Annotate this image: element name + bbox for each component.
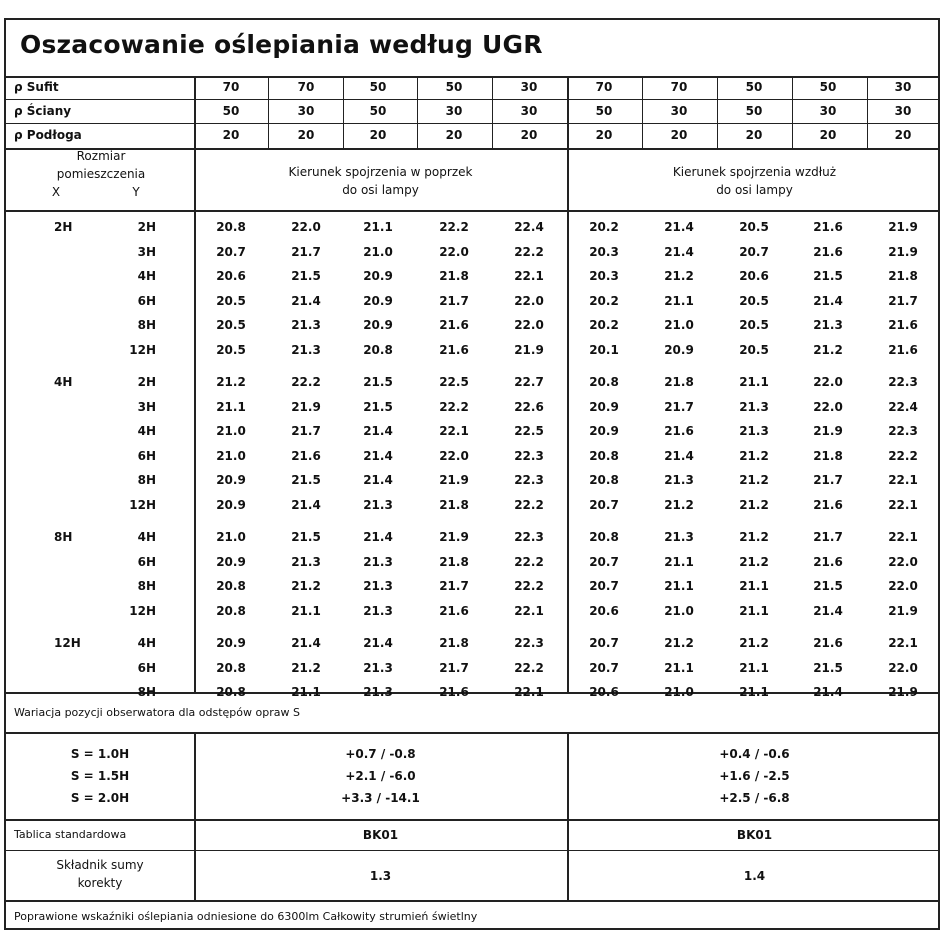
correction-label: Składnik sumy [56, 858, 144, 872]
reflectance-value: 70 [297, 80, 315, 94]
ugr-value-cross: 21.5 [363, 400, 393, 414]
correction-label: korekty [77, 876, 123, 890]
ugr-value-cross: 20.5 [216, 294, 246, 308]
column-rule [194, 148, 196, 692]
reflectance-label: ρ Podłoga [14, 128, 82, 142]
ugr-value-along: 21.1 [664, 661, 694, 675]
ugr-value-along: 20.9 [589, 400, 619, 414]
reflectance-value: 50 [222, 104, 240, 118]
ugr-value-cross: 22.4 [514, 220, 544, 234]
ugr-value-cross: 22.5 [439, 375, 469, 389]
ugr-value-along: 21.4 [664, 449, 694, 463]
ugr-value-along: 22.1 [888, 473, 918, 487]
ugr-value-along: 21.7 [813, 473, 843, 487]
ugr-value-along: 21.9 [888, 685, 918, 699]
ugr-value-cross: 20.9 [363, 269, 393, 283]
view-cross-header: do osi lampy [342, 183, 419, 197]
ugr-value-cross: 22.1 [514, 604, 544, 618]
ugr-value-cross: 22.1 [514, 685, 544, 699]
room-y-value: 3H [137, 400, 156, 414]
ugr-value-cross: 21.0 [216, 424, 246, 438]
table-rule [6, 900, 938, 902]
ugr-value-cross: 21.1 [216, 400, 246, 414]
ugr-value-along: 21.9 [888, 245, 918, 259]
ugr-value-along: 21.6 [664, 424, 694, 438]
ugr-value-along: 20.5 [739, 220, 769, 234]
ugr-value-along: 21.6 [813, 220, 843, 234]
ugr-value-cross: 21.3 [291, 555, 321, 569]
room-y-value: 6H [137, 449, 156, 463]
correction-along: 1.4 [743, 869, 766, 883]
ugr-value-cross: 21.4 [291, 636, 321, 650]
ugr-value-along: 21.2 [739, 498, 769, 512]
spacing-label: S = 1.5H [70, 769, 130, 783]
ugr-value-cross: 21.4 [363, 530, 393, 544]
room-y-value: 4H [137, 424, 156, 438]
reflectance-value: 50 [445, 80, 463, 94]
view-along-header: Kierunek spojrzenia wzdłuż [672, 165, 837, 179]
ugr-value-cross: 21.4 [363, 424, 393, 438]
ugr-value-cross: 21.5 [363, 375, 393, 389]
ugr-value-cross: 21.3 [291, 343, 321, 357]
ugr-value-along: 22.0 [888, 555, 918, 569]
room-y-value: 8H [137, 579, 156, 593]
ugr-value-cross: 20.8 [216, 661, 246, 675]
ugr-value-along: 20.6 [589, 685, 619, 699]
ugr-value-cross: 20.5 [216, 318, 246, 332]
ugr-value-cross: 22.3 [514, 449, 544, 463]
ugr-value-cross: 20.9 [363, 294, 393, 308]
table-rule [6, 123, 938, 124]
room-x-value: 8H [54, 530, 73, 544]
reflectance-value: 20 [445, 128, 463, 142]
standard-table-cross: BK01 [362, 828, 399, 842]
reflectance-value: 50 [745, 80, 763, 94]
ugr-value-cross: 21.6 [439, 318, 469, 332]
ugr-value-along: 21.1 [739, 661, 769, 675]
ugr-value-along: 21.1 [664, 555, 694, 569]
ugr-table-sheet [4, 18, 940, 930]
ugr-value-along: 22.1 [888, 498, 918, 512]
ugr-value-cross: 21.0 [363, 245, 393, 259]
ugr-value-cross: 22.7 [514, 375, 544, 389]
reflectance-value: 30 [297, 104, 315, 118]
ugr-value-along: 22.3 [888, 424, 918, 438]
ugr-value-cross: 21.1 [291, 685, 321, 699]
ugr-value-cross: 22.0 [514, 318, 544, 332]
ugr-value-cross: 20.9 [216, 636, 246, 650]
ugr-value-cross: 22.2 [514, 555, 544, 569]
ugr-value-cross: 22.3 [514, 530, 544, 544]
ugr-value-along: 21.3 [813, 318, 843, 332]
ugr-value-along: 21.8 [664, 375, 694, 389]
ugr-value-along: 20.2 [589, 294, 619, 308]
ugr-value-cross: 21.0 [216, 449, 246, 463]
ugr-value-cross: 21.1 [363, 220, 393, 234]
ugr-value-cross: 21.1 [291, 604, 321, 618]
room-y-value: 3H [137, 245, 156, 259]
ugr-value-along: 21.3 [664, 530, 694, 544]
ugr-value-cross: 21.7 [439, 579, 469, 593]
ugr-value-along: 21.0 [664, 318, 694, 332]
variation-along: +1.6 / -2.5 [719, 769, 790, 783]
ugr-value-along: 21.5 [813, 661, 843, 675]
ugr-value-cross: 22.6 [514, 400, 544, 414]
ugr-value-cross: 20.8 [216, 685, 246, 699]
ugr-value-along: 21.9 [888, 220, 918, 234]
room-size-header: Rozmiar [76, 149, 126, 163]
ugr-value-cross: 22.2 [291, 375, 321, 389]
ugr-value-cross: 21.0 [216, 530, 246, 544]
ugr-value-cross: 20.9 [363, 318, 393, 332]
ugr-value-along: 21.2 [739, 449, 769, 463]
ugr-value-cross: 21.6 [439, 343, 469, 357]
ugr-value-cross: 21.6 [439, 685, 469, 699]
standard-table-along: BK01 [736, 828, 773, 842]
ugr-value-cross: 22.0 [514, 294, 544, 308]
view-cross-header: Kierunek spojrzenia w poprzek [288, 165, 473, 179]
ugr-value-cross: 20.8 [216, 604, 246, 618]
ugr-value-cross: 20.9 [216, 473, 246, 487]
ugr-value-cross: 20.6 [216, 269, 246, 283]
variation-cross: +3.3 / -14.1 [341, 791, 420, 805]
room-y-value: 8H [137, 473, 156, 487]
room-size-header: pomieszczenia [56, 167, 146, 181]
ugr-value-cross: 21.8 [439, 555, 469, 569]
ugr-value-along: 21.7 [664, 400, 694, 414]
column-rule [567, 76, 569, 148]
ugr-value-along: 20.5 [739, 343, 769, 357]
ugr-value-along: 22.3 [888, 375, 918, 389]
ugr-value-along: 20.5 [739, 318, 769, 332]
room-y-value: 6H [137, 661, 156, 675]
ugr-value-cross: 20.9 [216, 498, 246, 512]
column-rule [268, 76, 269, 148]
ugr-value-along: 20.8 [589, 473, 619, 487]
ugr-value-cross: 21.3 [363, 661, 393, 675]
table-rule [6, 850, 938, 851]
ugr-value-cross: 20.7 [216, 245, 246, 259]
ugr-value-along: 22.0 [813, 375, 843, 389]
ugr-value-cross: 21.4 [363, 473, 393, 487]
ugr-value-along: 21.6 [813, 555, 843, 569]
room-y-value: 6H [137, 294, 156, 308]
room-x-value: 4H [54, 375, 73, 389]
ugr-value-cross: 22.2 [514, 661, 544, 675]
ugr-value-cross: 22.2 [514, 579, 544, 593]
ugr-value-along: 21.4 [813, 604, 843, 618]
room-x-value: 2H [54, 220, 73, 234]
ugr-value-along: 21.1 [739, 604, 769, 618]
variation-along: +2.5 / -6.8 [719, 791, 790, 805]
reflectance-value: 20 [520, 128, 538, 142]
ugr-value-cross: 22.3 [514, 473, 544, 487]
ugr-value-along: 20.8 [589, 530, 619, 544]
table-rule [6, 732, 938, 734]
ugr-value-along: 21.0 [664, 685, 694, 699]
ugr-value-along: 21.3 [739, 424, 769, 438]
reflectance-value: 30 [670, 104, 688, 118]
room-y-value: 4H [137, 530, 156, 544]
reflectance-value: 70 [222, 80, 240, 94]
reflectance-value: 50 [745, 104, 763, 118]
column-rule [642, 76, 643, 148]
ugr-value-cross: 21.5 [291, 269, 321, 283]
column-rule [343, 76, 344, 148]
ugr-value-along: 21.6 [888, 318, 918, 332]
ugr-value-along: 21.9 [813, 424, 843, 438]
ugr-value-cross: 21.3 [291, 318, 321, 332]
reflectance-value: 50 [369, 104, 387, 118]
ugr-value-cross: 22.5 [514, 424, 544, 438]
ugr-value-along: 20.2 [589, 318, 619, 332]
reflectance-value: 20 [297, 128, 315, 142]
ugr-value-along: 20.9 [664, 343, 694, 357]
ugr-value-along: 20.7 [589, 498, 619, 512]
ugr-value-cross: 21.7 [291, 424, 321, 438]
page-title: Oszacowanie oślepiania według UGR [20, 30, 543, 59]
ugr-value-along: 20.7 [739, 245, 769, 259]
ugr-value-cross: 22.3 [514, 636, 544, 650]
ugr-value-cross: 21.2 [291, 661, 321, 675]
ugr-value-along: 21.1 [664, 294, 694, 308]
ugr-value-along: 22.2 [888, 449, 918, 463]
ugr-value-along: 20.1 [589, 343, 619, 357]
room-y-value: 12H [129, 498, 156, 512]
ugr-value-along: 21.0 [664, 604, 694, 618]
ugr-value-along: 21.5 [813, 269, 843, 283]
table-rule [6, 819, 938, 821]
ugr-value-cross: 20.8 [363, 343, 393, 357]
ugr-value-along: 21.5 [813, 579, 843, 593]
ugr-value-along: 22.0 [888, 661, 918, 675]
ugr-value-cross: 22.2 [439, 220, 469, 234]
ugr-value-cross: 20.8 [216, 579, 246, 593]
ugr-value-cross: 20.8 [216, 220, 246, 234]
reflectance-value: 30 [894, 104, 912, 118]
ugr-value-cross: 21.7 [439, 661, 469, 675]
ugr-value-cross: 21.9 [291, 400, 321, 414]
reflectance-value: 20 [670, 128, 688, 142]
ugr-value-along: 21.2 [664, 636, 694, 650]
ugr-value-cross: 21.5 [291, 530, 321, 544]
ugr-value-along: 21.2 [739, 473, 769, 487]
spacing-label: S = 2.0H [70, 791, 130, 805]
ugr-value-cross: 21.8 [439, 498, 469, 512]
ugr-value-along: 21.4 [664, 220, 694, 234]
ugr-value-along: 22.0 [813, 400, 843, 414]
ugr-value-cross: 20.5 [216, 343, 246, 357]
reflectance-value: 30 [819, 104, 837, 118]
reflectance-value: 20 [222, 128, 240, 142]
reflectance-label: ρ Sufit [14, 80, 59, 94]
ugr-value-along: 21.6 [813, 498, 843, 512]
room-y-value: 6H [137, 555, 156, 569]
ugr-value-along: 20.9 [589, 424, 619, 438]
ugr-value-cross: 22.1 [439, 424, 469, 438]
room-y-value: 4H [137, 269, 156, 283]
ugr-value-along: 21.1 [739, 685, 769, 699]
ugr-value-cross: 21.7 [291, 245, 321, 259]
ugr-value-cross: 21.8 [439, 269, 469, 283]
ugr-value-cross: 22.1 [514, 269, 544, 283]
ugr-value-cross: 21.9 [439, 473, 469, 487]
column-rule [717, 76, 718, 148]
ugr-value-along: 21.2 [813, 343, 843, 357]
ugr-value-cross: 22.2 [514, 498, 544, 512]
table-rule [6, 99, 938, 100]
table-rule [6, 76, 938, 78]
ugr-value-along: 22.1 [888, 530, 918, 544]
ugr-value-along: 20.8 [589, 375, 619, 389]
ugr-value-along: 21.2 [739, 530, 769, 544]
ugr-value-cross: 22.0 [439, 245, 469, 259]
ugr-value-along: 20.7 [589, 555, 619, 569]
room-y-value: 2H [137, 220, 156, 234]
reflectance-value: 30 [520, 104, 538, 118]
view-along-header: do osi lampy [716, 183, 793, 197]
correction-cross: 1.3 [369, 869, 392, 883]
ugr-value-along: 20.2 [589, 220, 619, 234]
room-y-value: 8H [137, 685, 156, 699]
reflectance-value: 70 [595, 80, 613, 94]
reflectance-value: 50 [595, 104, 613, 118]
column-rule [867, 76, 868, 148]
column-rule [417, 76, 418, 148]
room-y-header: Y [132, 185, 140, 199]
variation-cross: +0.7 / -0.8 [345, 747, 416, 761]
ugr-value-cross: 21.6 [439, 604, 469, 618]
room-x-header: X [51, 185, 61, 199]
ugr-value-along: 21.2 [664, 498, 694, 512]
room-x-value: 12H [54, 636, 81, 650]
ugr-value-along: 22.4 [888, 400, 918, 414]
ugr-value-along: 21.1 [739, 579, 769, 593]
variation-cross: +2.1 / -6.0 [345, 769, 416, 783]
reflectance-value: 30 [894, 80, 912, 94]
ugr-value-along: 21.8 [888, 269, 918, 283]
ugr-value-along: 21.1 [664, 579, 694, 593]
room-y-value: 4H [137, 636, 156, 650]
column-rule [567, 148, 569, 692]
variation-along: +0.4 / -0.6 [719, 747, 790, 761]
ugr-value-cross: 21.3 [363, 685, 393, 699]
ugr-value-cross: 21.2 [216, 375, 246, 389]
ugr-value-along: 20.7 [589, 661, 619, 675]
reflectance-value: 50 [819, 80, 837, 94]
ugr-value-cross: 21.9 [439, 530, 469, 544]
reflectance-value: 20 [595, 128, 613, 142]
ugr-value-cross: 20.9 [216, 555, 246, 569]
column-rule [492, 76, 493, 148]
reflectance-value: 30 [445, 104, 463, 118]
ugr-value-along: 20.6 [739, 269, 769, 283]
ugr-value-along: 20.3 [589, 245, 619, 259]
ugr-value-along: 21.4 [813, 294, 843, 308]
room-y-value: 12H [129, 343, 156, 357]
ugr-value-along: 20.6 [589, 604, 619, 618]
ugr-value-cross: 21.3 [363, 604, 393, 618]
reflectance-value: 50 [369, 80, 387, 94]
ugr-value-along: 21.6 [813, 245, 843, 259]
ugr-value-cross: 21.4 [291, 498, 321, 512]
ugr-value-cross: 21.5 [291, 473, 321, 487]
spacing-label: S = 1.0H [70, 747, 130, 761]
ugr-value-cross: 22.0 [291, 220, 321, 234]
ugr-value-along: 20.7 [589, 579, 619, 593]
ugr-value-along: 22.1 [888, 636, 918, 650]
ugr-value-along: 21.2 [664, 269, 694, 283]
ugr-value-along: 21.7 [813, 530, 843, 544]
reflectance-value: 20 [369, 128, 387, 142]
ugr-value-along: 20.7 [589, 636, 619, 650]
reflectance-value: 20 [819, 128, 837, 142]
room-y-value: 2H [137, 375, 156, 389]
reflectance-value: 20 [894, 128, 912, 142]
ugr-value-along: 21.9 [888, 604, 918, 618]
ugr-value-along: 21.3 [739, 400, 769, 414]
variation-label: Wariacja pozycji obserwatora dla odstępów opraw S [14, 706, 300, 719]
ugr-value-cross: 21.7 [439, 294, 469, 308]
ugr-value-cross: 21.8 [439, 636, 469, 650]
ugr-value-along: 22.0 [888, 579, 918, 593]
ugr-value-along: 21.6 [888, 343, 918, 357]
ugr-value-cross: 22.2 [514, 245, 544, 259]
reflectance-value: 20 [745, 128, 763, 142]
table-rule [6, 210, 938, 212]
ugr-value-along: 20.8 [589, 449, 619, 463]
column-rule [792, 76, 793, 148]
reflectance-value: 30 [520, 80, 538, 94]
ugr-value-cross: 21.9 [514, 343, 544, 357]
ugr-value-along: 21.6 [813, 636, 843, 650]
standard-table-label: Tablica standardowa [14, 828, 127, 841]
room-y-value: 12H [129, 604, 156, 618]
ugr-value-cross: 21.4 [363, 636, 393, 650]
ugr-value-along: 21.7 [888, 294, 918, 308]
ugr-value-along: 21.3 [664, 473, 694, 487]
reflectance-label: ρ Ściany [14, 104, 72, 118]
footer-note: Poprawione wskaźniki oślepiania odniesione do 6300lm Całkowity strumień świetlny [14, 910, 478, 923]
ugr-value-cross: 21.3 [363, 498, 393, 512]
column-rule [194, 76, 196, 148]
ugr-value-along: 21.2 [739, 636, 769, 650]
room-y-value: 8H [137, 318, 156, 332]
ugr-value-cross: 22.2 [439, 400, 469, 414]
ugr-value-cross: 21.4 [363, 449, 393, 463]
ugr-value-along: 20.5 [739, 294, 769, 308]
ugr-value-along: 21.2 [739, 555, 769, 569]
ugr-value-cross: 21.3 [363, 579, 393, 593]
ugr-value-cross: 21.2 [291, 579, 321, 593]
ugr-value-cross: 21.4 [291, 294, 321, 308]
ugr-value-along: 21.4 [664, 245, 694, 259]
reflectance-value: 70 [670, 80, 688, 94]
ugr-value-along: 21.1 [739, 375, 769, 389]
ugr-value-cross: 21.6 [291, 449, 321, 463]
ugr-value-cross: 22.0 [439, 449, 469, 463]
ugr-value-along: 21.8 [813, 449, 843, 463]
ugr-value-along: 20.3 [589, 269, 619, 283]
ugr-value-along: 21.4 [813, 685, 843, 699]
ugr-value-cross: 21.3 [363, 555, 393, 569]
